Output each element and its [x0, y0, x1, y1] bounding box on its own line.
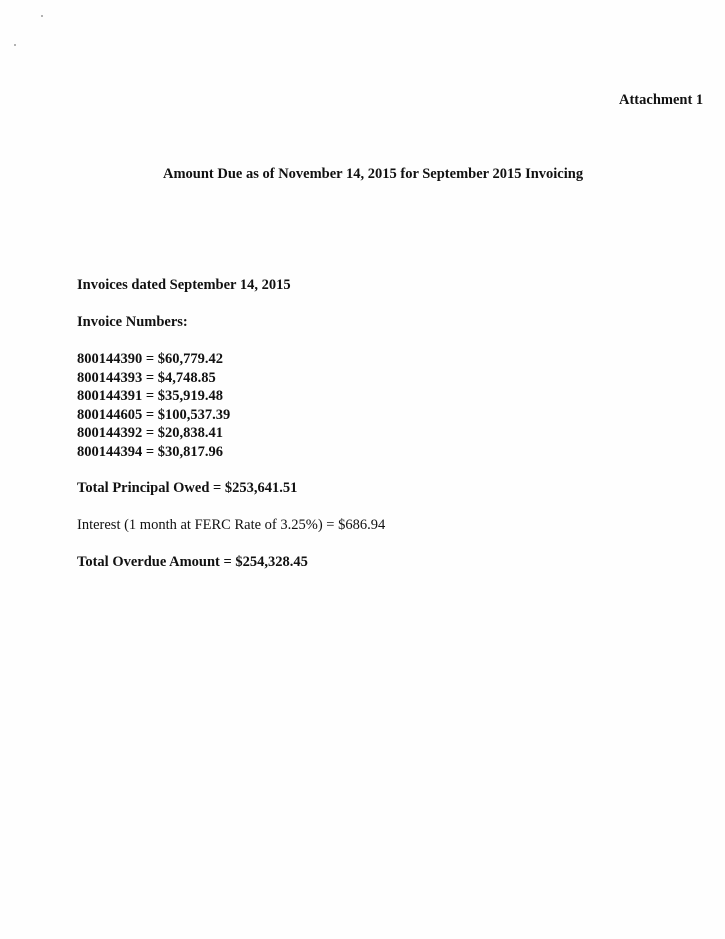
invoice-line: 800144390 = $60,779.42 — [77, 351, 224, 367]
invoice-numbers-heading: Invoice Numbers: — [77, 314, 188, 330]
invoice-line: 800144391 = $35,919.48 — [77, 388, 224, 405]
interest-line: Interest (1 month at FERC Rate of 3.25%) = $686.94 — [77, 517, 386, 533]
invoice-line: 800144605 = $100,537.39 — [77, 406, 231, 423]
invoice-line: 800144393 = $4,748.85 — [77, 369, 216, 386]
invoice-date-line: Invoices dated September 14, 2015 — [77, 277, 291, 293]
total-overdue-line: Total Overdue Amount = $254,328.45 — [77, 554, 308, 570]
document-title: Amount Due as of November 14, 2015 for September 2015 Invoicing — [163, 166, 584, 182]
scan-speck — [41, 15, 43, 17]
scan-speck — [14, 44, 16, 46]
attachment-label: Attachment 1 — [619, 92, 704, 108]
total-principal-line: Total Principal Owed = $253,641.51 — [77, 480, 298, 496]
invoice-line: 800144394 = $30,817.96 — [77, 443, 224, 460]
invoice-line: 800144392 = $20,838.41 — [77, 425, 224, 442]
invoice-list — [77, 350, 230, 462]
